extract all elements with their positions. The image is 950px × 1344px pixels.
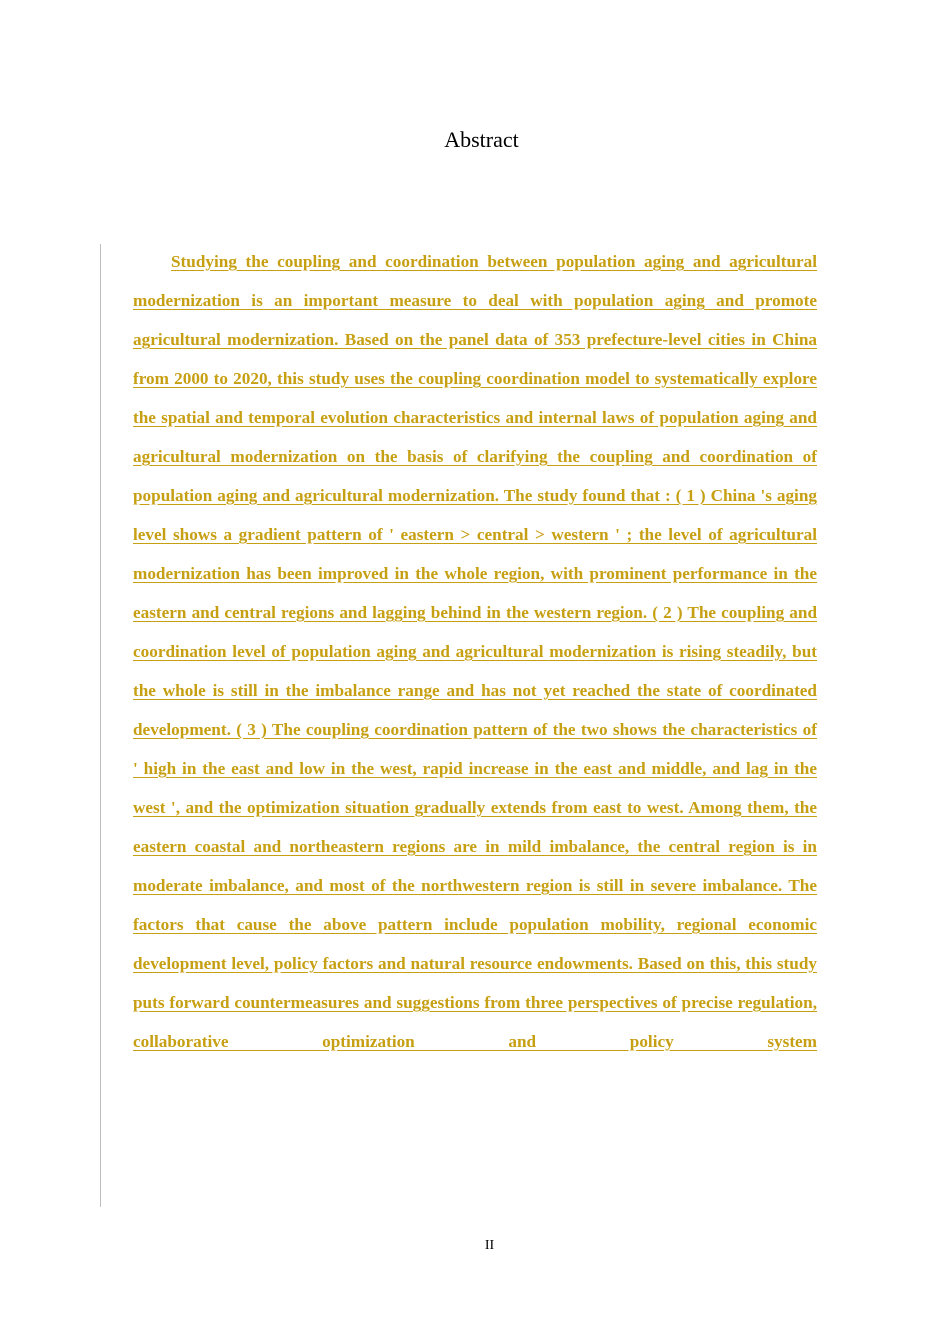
change-bar	[100, 244, 101, 1207]
abstract-paragraph: Studying the coupling and coordination between population aging and agricultural modernization is an important measure to deal with population aging and promote agricultural modernization. Based on the panel data of 353 prefecture-level cities in China from 2000 to 2020, this study uses the coupling coordination model to systematically explore the spatial and temporal evolution characteristics and internal laws of population aging and agricultural modernization on the basis of clarifying the coupling and coordination of population aging and agricultural modernization. The study found that : ( 1 ) China 's aging level shows a gradient pattern of ' eastern > central > western ' ; the level of agricultural modernization has been improved in the whole region, with prominent performance in the eastern and central regions and lagging behind in the western region. ( 2 ) The coupling and coordination level of population aging and agricultural modernization is rising steadily, but the whole is still in the imbalance range and has not yet reached the state of coordinated development. ( 3 ) The coupling coordination pattern of the two shows the characteristics of ' high in the east and low in the west, rapid increase in the east and middle, and lag in the west ', and the optimization situation gradually extends from east to west. Among them, the eastern coastal and northeastern regions are in mild imbalance, the central region is in moderate imbalance, and most of the northwestern region is still in severe imbalance. The factors that cause the above pattern include population mobility, regional economic development level, policy factors and natural resource endowments. Based on this, this study puts forward countermeasures and suggestions from three perspectives of precise regulation, collaborative optimization and policy system	[133, 252, 817, 1051]
page-number: II	[484, 1238, 495, 1253]
page-title: Abstract	[444, 127, 519, 152]
